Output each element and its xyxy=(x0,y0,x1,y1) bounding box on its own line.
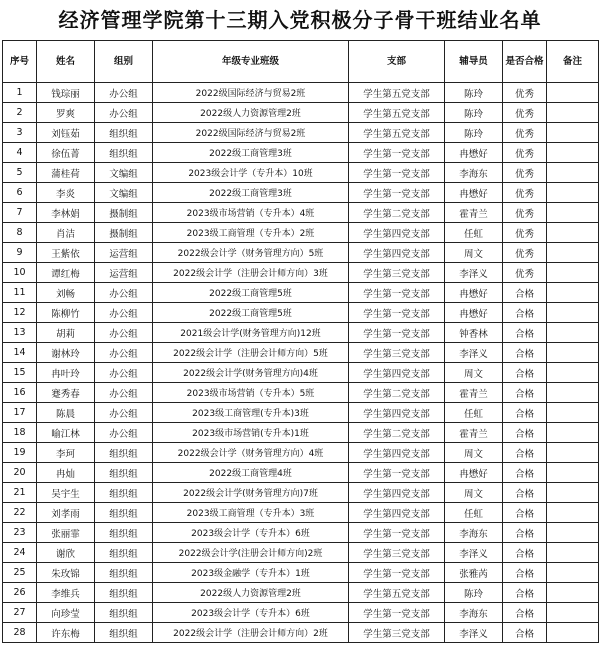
table-row xyxy=(3,243,599,263)
cell-branch: 学生第一党支部 xyxy=(349,183,445,203)
cell-remarks xyxy=(547,363,599,383)
cell-name: 谢林玲 xyxy=(37,343,95,363)
cell-class: 2022级工商管理3班 xyxy=(153,143,349,163)
cell-remarks xyxy=(547,183,599,203)
cell-index: 21 xyxy=(3,483,37,503)
cell-group: 组织组 xyxy=(95,603,153,623)
cell-branch: 学生第三党支部 xyxy=(349,623,445,643)
header-name: 姓名 xyxy=(37,41,95,83)
cell-qualified: 合格 xyxy=(503,403,547,423)
cell-class: 2022级会计学(财务管理方向)4班 xyxy=(153,363,349,383)
cell-branch: 学生第五党支部 xyxy=(349,103,445,123)
cell-name: 李林娟 xyxy=(37,203,95,223)
cell-counselor: 陈玲 xyxy=(445,583,503,603)
cell-qualified: 优秀 xyxy=(503,203,547,223)
cell-class: 2022级会计学(注册会计师方向)2班 xyxy=(153,543,349,563)
table-row xyxy=(3,383,599,403)
cell-qualified: 合格 xyxy=(503,363,547,383)
cell-branch: 学生第一党支部 xyxy=(349,323,445,343)
cell-remarks xyxy=(547,483,599,503)
table-row xyxy=(3,463,599,483)
cell-index: 27 xyxy=(3,603,37,623)
cell-remarks xyxy=(547,443,599,463)
cell-name: 罗爽 xyxy=(37,103,95,123)
cell-index: 4 xyxy=(3,143,37,163)
header-counselor: 辅导员 xyxy=(445,41,503,83)
table-row xyxy=(3,403,599,423)
cell-branch: 学生第一党支部 xyxy=(349,163,445,183)
cell-class: 2022级工商管理5班 xyxy=(153,303,349,323)
header-index: 序号 xyxy=(3,41,37,83)
table-row xyxy=(3,303,599,323)
cell-group: 摄制组 xyxy=(95,223,153,243)
cell-class: 2022级国际经济与贸易2班 xyxy=(153,123,349,143)
cell-class: 2023级会计学（专升本）6班 xyxy=(153,523,349,543)
cell-counselor: 任虹 xyxy=(445,223,503,243)
header-remarks: 备注 xyxy=(547,41,599,83)
cell-qualified: 优秀 xyxy=(503,83,547,103)
cell-counselor: 李泽义 xyxy=(445,343,503,363)
cell-group: 办公组 xyxy=(95,103,153,123)
cell-branch: 学生第三党支部 xyxy=(349,263,445,283)
cell-qualified: 合格 xyxy=(503,443,547,463)
cell-index: 14 xyxy=(3,343,37,363)
cell-class: 2022级会计学（注册会计师方向）3班 xyxy=(153,263,349,283)
cell-index: 7 xyxy=(3,203,37,223)
cell-branch: 学生第四党支部 xyxy=(349,223,445,243)
cell-qualified: 合格 xyxy=(503,483,547,503)
cell-class: 2022级工商管理4班 xyxy=(153,463,349,483)
cell-group: 运营组 xyxy=(95,263,153,283)
cell-index: 3 xyxy=(3,123,37,143)
cell-name: 王紫依 xyxy=(37,243,95,263)
table-row xyxy=(3,203,599,223)
cell-counselor: 冉懋好 xyxy=(445,143,503,163)
cell-branch: 学生第五党支部 xyxy=(349,83,445,103)
cell-qualified: 优秀 xyxy=(503,183,547,203)
cell-branch: 学生第四党支部 xyxy=(349,363,445,383)
cell-group: 组织组 xyxy=(95,463,153,483)
cell-group: 组织组 xyxy=(95,543,153,563)
cell-group: 组织组 xyxy=(95,443,153,463)
cell-counselor: 任虹 xyxy=(445,403,503,423)
cell-counselor: 冉懋好 xyxy=(445,303,503,323)
cell-qualified: 合格 xyxy=(503,543,547,563)
header-branch: 支部 xyxy=(349,41,445,83)
cell-class: 2023级工商管理（专升本）2班 xyxy=(153,223,349,243)
cell-qualified: 优秀 xyxy=(503,143,547,163)
table-row xyxy=(3,163,599,183)
cell-branch: 学生第四党支部 xyxy=(349,443,445,463)
cell-remarks xyxy=(547,243,599,263)
cell-index: 2 xyxy=(3,103,37,123)
cell-branch: 学生第四党支部 xyxy=(349,403,445,423)
cell-name: 冉灿 xyxy=(37,463,95,483)
table-row xyxy=(3,143,599,163)
cell-group: 组织组 xyxy=(95,143,153,163)
cell-qualified: 合格 xyxy=(503,303,547,323)
cell-name: 喻江林 xyxy=(37,423,95,443)
cell-index: 10 xyxy=(3,263,37,283)
cell-remarks xyxy=(547,103,599,123)
table-row xyxy=(3,523,599,543)
cell-class: 2021级会计学(财务管理方向)12班 xyxy=(153,323,349,343)
cell-counselor: 陈玲 xyxy=(445,83,503,103)
cell-group: 办公组 xyxy=(95,323,153,343)
table-row xyxy=(3,263,599,283)
cell-qualified: 合格 xyxy=(503,563,547,583)
cell-index: 25 xyxy=(3,563,37,583)
cell-group: 组织组 xyxy=(95,583,153,603)
table-row xyxy=(3,103,599,123)
cell-counselor: 陈玲 xyxy=(445,103,503,123)
cell-index: 9 xyxy=(3,243,37,263)
cell-class: 2022级人力资源管理2班 xyxy=(153,583,349,603)
cell-name: 朱玫锦 xyxy=(37,563,95,583)
table-row xyxy=(3,603,599,623)
cell-class: 2022级会计学（注册会计师方向）2班 xyxy=(153,623,349,643)
cell-branch: 学生第五党支部 xyxy=(349,583,445,603)
cell-remarks xyxy=(547,503,599,523)
cell-group: 文编组 xyxy=(95,163,153,183)
cell-class: 2023级市场营销（专升本）5班 xyxy=(153,383,349,403)
cell-qualified: 合格 xyxy=(503,603,547,623)
cell-name: 肖洁 xyxy=(37,223,95,243)
cell-group: 办公组 xyxy=(95,383,153,403)
cell-name: 张丽霏 xyxy=(37,523,95,543)
cell-remarks xyxy=(547,343,599,363)
cell-counselor: 李海东 xyxy=(445,523,503,543)
cell-counselor: 周文 xyxy=(445,363,503,383)
cell-qualified: 合格 xyxy=(503,463,547,483)
cell-qualified: 合格 xyxy=(503,343,547,363)
cell-remarks xyxy=(547,203,599,223)
cell-group: 办公组 xyxy=(95,343,153,363)
cell-remarks xyxy=(547,383,599,403)
cell-counselor: 李泽义 xyxy=(445,543,503,563)
cell-qualified: 优秀 xyxy=(503,123,547,143)
cell-remarks xyxy=(547,323,599,343)
cell-remarks xyxy=(547,263,599,283)
table-row xyxy=(3,443,599,463)
header-class: 年级专业班级 xyxy=(153,41,349,83)
table-header-row xyxy=(3,41,599,83)
cell-index: 28 xyxy=(3,623,37,643)
cell-name: 李珂 xyxy=(37,443,95,463)
cell-remarks xyxy=(547,423,599,443)
cell-group: 文编组 xyxy=(95,183,153,203)
cell-branch: 学生第一党支部 xyxy=(349,463,445,483)
cell-index: 6 xyxy=(3,183,37,203)
cell-name: 徐伍菁 xyxy=(37,143,95,163)
cell-index: 17 xyxy=(3,403,37,423)
table-row xyxy=(3,483,599,503)
cell-group: 办公组 xyxy=(95,423,153,443)
cell-counselor: 周文 xyxy=(445,443,503,463)
cell-group: 组织组 xyxy=(95,123,153,143)
table-row xyxy=(3,83,599,103)
cell-qualified: 优秀 xyxy=(503,223,547,243)
cell-branch: 学生第一党支部 xyxy=(349,143,445,163)
cell-name: 刘钰茹 xyxy=(37,123,95,143)
cell-index: 18 xyxy=(3,423,37,443)
table-row xyxy=(3,343,599,363)
header-qualified: 是否合格 xyxy=(503,41,547,83)
cell-name: 谢欣 xyxy=(37,543,95,563)
cell-group: 组织组 xyxy=(95,563,153,583)
cell-index: 20 xyxy=(3,463,37,483)
cell-class: 2022级会计学（财务管理方向）5班 xyxy=(153,243,349,263)
cell-class: 2022级工商管理5班 xyxy=(153,283,349,303)
cell-class: 2022级会计学(财务管理方向)7班 xyxy=(153,483,349,503)
cell-index: 26 xyxy=(3,583,37,603)
cell-qualified: 合格 xyxy=(503,623,547,643)
cell-remarks xyxy=(547,123,599,143)
cell-branch: 学生第二党支部 xyxy=(349,423,445,443)
table-row xyxy=(3,123,599,143)
cell-group: 组织组 xyxy=(95,523,153,543)
cell-qualified: 合格 xyxy=(503,583,547,603)
table-row xyxy=(3,283,599,303)
cell-name: 刘孝雨 xyxy=(37,503,95,523)
cell-name: 刘畅 xyxy=(37,283,95,303)
cell-group: 摄制组 xyxy=(95,203,153,223)
cell-remarks xyxy=(547,563,599,583)
cell-index: 11 xyxy=(3,283,37,303)
cell-index: 8 xyxy=(3,223,37,243)
cell-name: 冉叶玲 xyxy=(37,363,95,383)
cell-qualified: 优秀 xyxy=(503,163,547,183)
cell-index: 19 xyxy=(3,443,37,463)
cell-group: 办公组 xyxy=(95,303,153,323)
cell-branch: 学生第三党支部 xyxy=(349,343,445,363)
cell-name: 胡莉 xyxy=(37,323,95,343)
cell-index: 13 xyxy=(3,323,37,343)
cell-remarks xyxy=(547,403,599,423)
table-row xyxy=(3,563,599,583)
cell-remarks xyxy=(547,543,599,563)
cell-name: 李炎 xyxy=(37,183,95,203)
cell-counselor: 李泽义 xyxy=(445,623,503,643)
cell-counselor: 霍青兰 xyxy=(445,203,503,223)
table-row xyxy=(3,183,599,203)
cell-index: 23 xyxy=(3,523,37,543)
cell-qualified: 优秀 xyxy=(503,103,547,123)
document-title: 经济管理学院第十三期入党积极分子骨干班结业名单 xyxy=(58,8,542,32)
cell-index: 5 xyxy=(3,163,37,183)
cell-class: 2023级市场营销（专升本）4班 xyxy=(153,203,349,223)
cell-index: 12 xyxy=(3,303,37,323)
cell-branch: 学生第二党支部 xyxy=(349,383,445,403)
cell-counselor: 李泽义 xyxy=(445,263,503,283)
cell-name: 谭红梅 xyxy=(37,263,95,283)
cell-class: 2023级金融学（专升本）1班 xyxy=(153,563,349,583)
cell-class: 2023级工商管理(专升本)3班 xyxy=(153,403,349,423)
cell-group: 运营组 xyxy=(95,243,153,263)
cell-qualified: 合格 xyxy=(503,283,547,303)
cell-name: 陈晨 xyxy=(37,403,95,423)
cell-remarks xyxy=(547,143,599,163)
cell-group: 办公组 xyxy=(95,363,153,383)
cell-name: 吴宇生 xyxy=(37,483,95,503)
cell-qualified: 合格 xyxy=(503,423,547,443)
cell-index: 22 xyxy=(3,503,37,523)
cell-branch: 学生第四党支部 xyxy=(349,503,445,523)
cell-class: 2023级工商管理（专升本）3班 xyxy=(153,503,349,523)
cell-counselor: 冉懋好 xyxy=(445,283,503,303)
table-row xyxy=(3,423,599,443)
cell-branch: 学生第二党支部 xyxy=(349,203,445,223)
cell-qualified: 合格 xyxy=(503,383,547,403)
cell-qualified: 优秀 xyxy=(503,263,547,283)
cell-remarks xyxy=(547,583,599,603)
cell-name: 蹇秀春 xyxy=(37,383,95,403)
cell-index: 1 xyxy=(3,83,37,103)
cell-counselor: 李海东 xyxy=(445,603,503,623)
header-group: 组别 xyxy=(95,41,153,83)
cell-branch: 学生第一党支部 xyxy=(349,303,445,323)
cell-index: 16 xyxy=(3,383,37,403)
cell-counselor: 任虹 xyxy=(445,503,503,523)
cell-class: 2022级人力资源管理2班 xyxy=(153,103,349,123)
cell-remarks xyxy=(547,463,599,483)
cell-branch: 学生第一党支部 xyxy=(349,563,445,583)
cell-counselor: 陈玲 xyxy=(445,123,503,143)
cell-class: 2023级会计学（专升本）10班 xyxy=(153,163,349,183)
cell-remarks xyxy=(547,303,599,323)
cell-qualified: 合格 xyxy=(503,523,547,543)
cell-branch: 学生第四党支部 xyxy=(349,483,445,503)
cell-remarks xyxy=(547,163,599,183)
cell-class: 2022级国际经济与贸易2班 xyxy=(153,83,349,103)
cell-remarks xyxy=(547,83,599,103)
cell-name: 蒲桂荷 xyxy=(37,163,95,183)
cell-counselor: 李海东 xyxy=(445,163,503,183)
cell-remarks xyxy=(547,523,599,543)
cell-class: 2022级工商管理3班 xyxy=(153,183,349,203)
cell-branch: 学生第五党支部 xyxy=(349,123,445,143)
cell-branch: 学生第四党支部 xyxy=(349,243,445,263)
cell-branch: 学生第一党支部 xyxy=(349,523,445,543)
cell-counselor: 霍青兰 xyxy=(445,383,503,403)
cell-remarks xyxy=(547,283,599,303)
table-row xyxy=(3,363,599,383)
cell-class: 2022级会计学（财务管理方向）4班 xyxy=(153,443,349,463)
cell-group: 办公组 xyxy=(95,83,153,103)
table-row xyxy=(3,623,599,643)
cell-qualified: 合格 xyxy=(503,503,547,523)
table-row xyxy=(3,503,599,523)
cell-index: 24 xyxy=(3,543,37,563)
cell-remarks xyxy=(547,603,599,623)
cell-branch: 学生第一党支部 xyxy=(349,283,445,303)
cell-name: 向珍莹 xyxy=(37,603,95,623)
cell-group: 组织组 xyxy=(95,623,153,643)
table-row xyxy=(3,323,599,343)
cell-name: 许东梅 xyxy=(37,623,95,643)
cell-counselor: 周文 xyxy=(445,483,503,503)
cell-branch: 学生第一党支部 xyxy=(349,603,445,623)
cell-group: 组织组 xyxy=(95,483,153,503)
cell-counselor: 冉懋好 xyxy=(445,183,503,203)
cell-remarks xyxy=(547,623,599,643)
cell-counselor: 霍青兰 xyxy=(445,423,503,443)
cell-counselor: 冉懋好 xyxy=(445,463,503,483)
cell-counselor: 周文 xyxy=(445,243,503,263)
cell-group: 办公组 xyxy=(95,283,153,303)
cell-qualified: 合格 xyxy=(503,323,547,343)
cell-group: 办公组 xyxy=(95,403,153,423)
cell-class: 2023级市场营销(专升本)1班 xyxy=(153,423,349,443)
cell-class: 2023级会计学（专升本）6班 xyxy=(153,603,349,623)
cell-name: 钱琮丽 xyxy=(37,83,95,103)
roster-table xyxy=(2,40,599,643)
cell-qualified: 优秀 xyxy=(503,243,547,263)
cell-counselor: 钟香林 xyxy=(445,323,503,343)
table-row xyxy=(3,583,599,603)
cell-group: 组织组 xyxy=(95,503,153,523)
cell-class: 2022级会计学（注册会计师方向）5班 xyxy=(153,343,349,363)
table-row xyxy=(3,223,599,243)
cell-name: 陈柳竹 xyxy=(37,303,95,323)
cell-counselor: 张雅芮 xyxy=(445,563,503,583)
cell-remarks xyxy=(547,223,599,243)
cell-branch: 学生第三党支部 xyxy=(349,543,445,563)
cell-index: 15 xyxy=(3,363,37,383)
table-row xyxy=(3,543,599,563)
cell-name: 李维兵 xyxy=(37,583,95,603)
